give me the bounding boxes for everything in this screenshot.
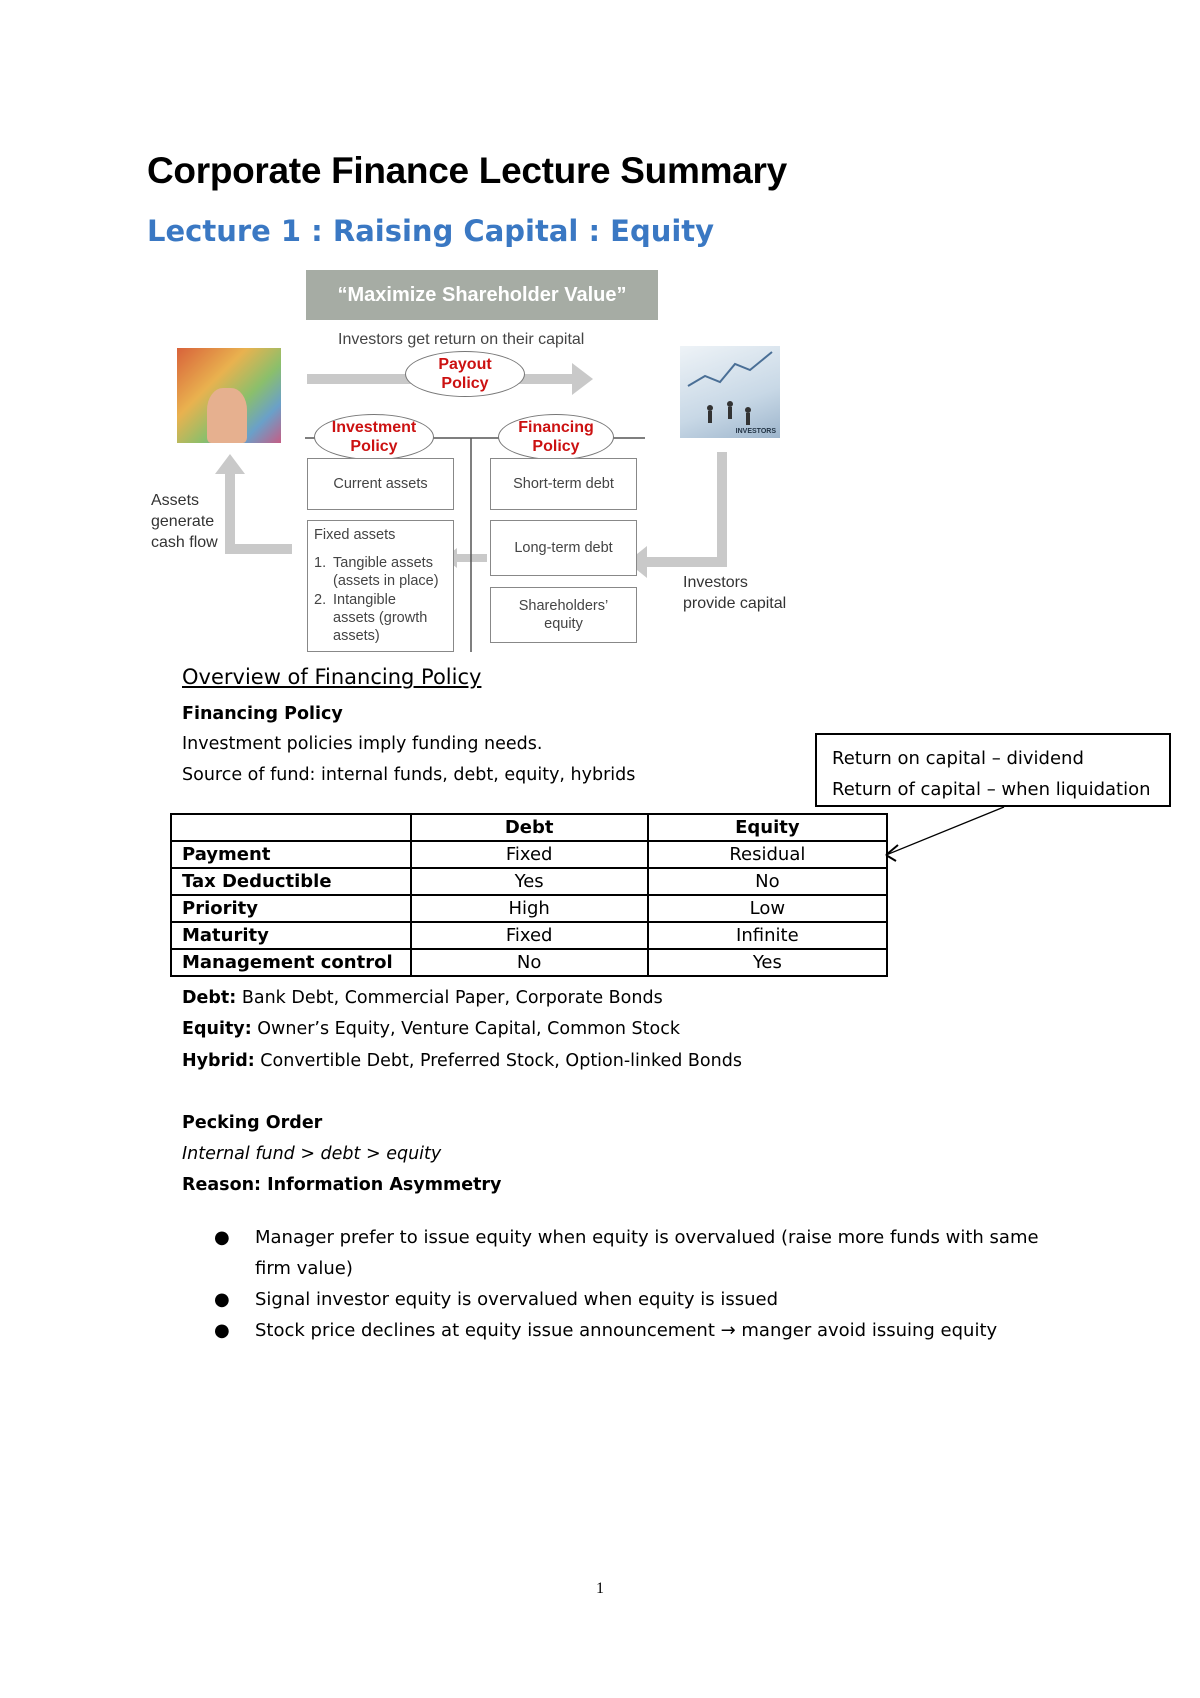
table-header — [171, 814, 411, 841]
table-row — [171, 868, 887, 895]
row-label: Management control — [171, 949, 411, 976]
money-photo — [177, 348, 281, 443]
table-cell: Infinite — [648, 922, 887, 949]
investors-caption: INVESTORS — [735, 428, 776, 435]
overview-heading: Overview of Financing Policy — [182, 665, 482, 689]
investors-capital-text: Investors provide capital — [683, 574, 787, 612]
cashflow-arrow — [215, 454, 292, 554]
pecking-order-text: Internal fund > debt > equity — [182, 1144, 442, 1164]
current-assets-box: Current assets — [307, 458, 454, 510]
chart-line-icon — [680, 346, 780, 438]
fixed-assets-heading: Fixed assets — [314, 527, 396, 543]
funding-needs-text: Investment policies imply funding needs. — [182, 734, 543, 754]
page-number: 1 — [596, 1580, 604, 1597]
table-cell: Fixed — [411, 841, 648, 868]
row-label: Payment — [171, 841, 411, 868]
table-cell: Residual — [648, 841, 887, 868]
financing-diagram — [147, 262, 797, 658]
row-label: Tax Deductible — [171, 868, 411, 895]
callout-line-dividend: Return on capital – dividend — [832, 748, 1084, 769]
hand-shape — [207, 388, 247, 443]
table-cell: Fixed — [411, 922, 648, 949]
pecking-order-heading: Pecking Order — [182, 1113, 323, 1133]
table-header-row — [171, 814, 887, 841]
bullet-icon: ● — [214, 1227, 230, 1248]
hybrid-types-line: Hybrid: Convertible Debt, Preferred Stock, Option-linked Bonds — [182, 1051, 742, 1071]
row-label: Priority — [171, 895, 411, 922]
financing-policy-ellipse: Financing Policy — [498, 414, 614, 460]
intangible-assets-text: Intangible assets (growth assets) — [333, 592, 428, 644]
callout-pointer — [880, 805, 1010, 865]
tangible-assets-text: Tangible assets (assets in place) — [333, 555, 439, 589]
debt-equity-table — [170, 813, 888, 977]
table-cell: No — [648, 868, 887, 895]
table-cell: High — [411, 895, 648, 922]
financing-policy-heading: Financing Policy — [182, 704, 343, 724]
list-item: ● Signal investor equity is overvalued when equity is issued — [210, 1284, 1060, 1315]
list-item: ● Manager prefer to issue equity when equity is overvalued (raise more funds with same firm value) — [210, 1222, 1060, 1284]
pecking-bullet-list — [210, 1222, 1060, 1346]
table-row — [171, 841, 887, 868]
debt-types-line: Debt: Bank Debt, Commercial Paper, Corporate Bonds — [182, 988, 663, 1008]
equity-types-line: Equity: Owner’s Equity, Venture Capital, Common Stock — [182, 1019, 680, 1039]
source-of-fund-text: Source of fund: internal funds, debt, equity, hybrids — [182, 765, 636, 785]
short-term-debt-box: Short-term debt — [490, 458, 637, 510]
return-callout-box — [815, 733, 1171, 807]
investors-graphic — [680, 346, 780, 438]
table-row — [171, 922, 887, 949]
table-cell: No — [411, 949, 648, 976]
document-title: Corporate Finance Lecture Summary — [147, 150, 787, 191]
maximize-value-banner: “Maximize Shareholder Value” — [306, 270, 658, 320]
long-term-debt-box: Long-term debt — [490, 520, 637, 576]
table-row — [171, 895, 887, 922]
investors-return-text: Investors get return on their capital — [338, 331, 585, 348]
table-cell: Yes — [411, 868, 648, 895]
fixed-assets-box: Fixed assets 1. Tangible assets (assets in place) 2. Intangible assets (growth assets) — [307, 520, 454, 652]
investors-arrow — [627, 452, 727, 578]
table-cell: Low — [648, 895, 887, 922]
investment-policy-ellipse: Investment Policy — [314, 414, 434, 460]
list-item: ● Stock price declines at equity issue announcement → manger avoid issuing equity — [210, 1315, 1060, 1346]
callout-line-liquidation: Return of capital – when liquidation — [832, 779, 1151, 800]
bullet-icon: ● — [214, 1289, 230, 1310]
payout-policy-ellipse: Payout Policy — [405, 351, 525, 397]
table-cell: Yes — [648, 949, 887, 976]
reason-text: Reason: Information Asymmetry — [182, 1175, 502, 1195]
bullet-icon: ● — [214, 1320, 230, 1341]
table-header: Debt — [411, 814, 648, 841]
lecture-heading: Lecture 1 : Raising Capital : Equity — [147, 214, 715, 248]
row-label: Maturity — [171, 922, 411, 949]
assets-cashflow-text: Assets generate cash flow — [151, 492, 218, 551]
shareholders-equity-box: Shareholders’ equity — [490, 587, 637, 643]
table-header: Equity — [648, 814, 887, 841]
table-row — [171, 949, 887, 976]
